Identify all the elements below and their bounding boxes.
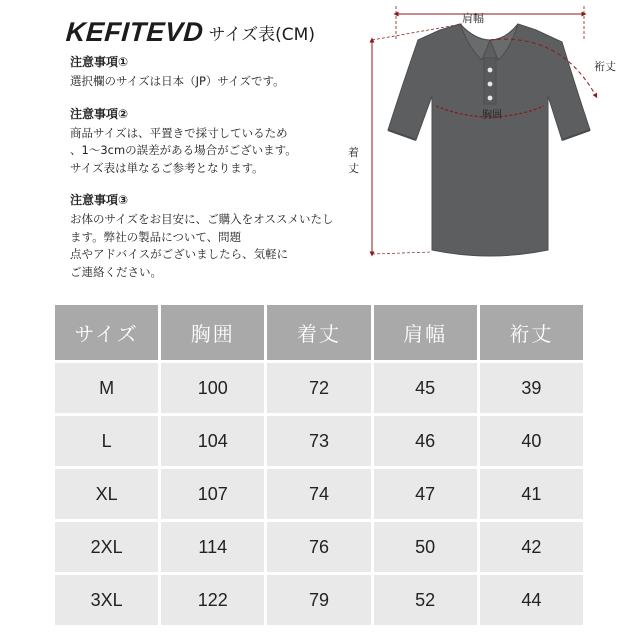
table-cell: 46 <box>374 416 477 466</box>
note-2-body: 商品サイズは、平置きで採寸しているため 、1～3cmの誤差がある場合がございます。 サイズ表は単なるご参考となります。 <box>70 125 297 175</box>
table-row <box>55 522 583 572</box>
note-1-body: 選択欄のサイズは日本（JP）サイズです。 <box>70 74 285 88</box>
header-shoulder: 肩幅 <box>374 305 477 360</box>
table-cell: 39 <box>480 363 583 413</box>
table-cell: XL <box>55 469 158 519</box>
brand-logo: KEFITEVD <box>64 16 205 47</box>
table-cell: 72 <box>267 363 370 413</box>
table-cell: 52 <box>374 575 477 625</box>
table-cell: 74 <box>267 469 370 519</box>
note-1-title: 注意事項① <box>70 55 129 69</box>
note-3-title: 注意事項③ <box>70 193 129 207</box>
note-2-title: 注意事項② <box>70 106 129 121</box>
header-sleeve: 裄丈 <box>480 305 583 360</box>
table-cell: 45 <box>374 363 477 413</box>
table-row <box>55 363 583 413</box>
table-cell: 104 <box>161 416 264 466</box>
sleeve-length-label: 裄丈 <box>594 60 616 73</box>
table-cell: 76 <box>267 522 370 572</box>
table-cell: 73 <box>267 416 370 466</box>
table-cell: 41 <box>480 469 583 519</box>
header-size: サイズ <box>55 305 158 360</box>
shoulder-width-label: 肩幅 <box>462 12 484 25</box>
chest-label: 胸囲 <box>482 110 502 121</box>
table-cell: 42 <box>480 522 583 572</box>
shirt-measurement-diagram <box>340 0 640 290</box>
table-row <box>55 575 583 625</box>
size-table <box>52 302 586 628</box>
body-length-label: 着 丈 <box>348 146 359 175</box>
size-chart-subtitle: サイズ表(CM) <box>208 24 315 45</box>
header-chest: 胸囲 <box>161 305 264 360</box>
table-cell: 122 <box>161 575 264 625</box>
table-cell: L <box>55 416 158 466</box>
note-3-body: お体のサイズをお目安に、ご購入をオススメいたします。弊社の製品について、問題 点やアドバイスがございましたら、気軽に ご連絡ください。 <box>70 212 334 279</box>
table-cell: 40 <box>480 416 583 466</box>
notes-section <box>70 54 340 296</box>
table-cell: M <box>55 363 158 413</box>
table-cell: 44 <box>480 575 583 625</box>
table-cell: 50 <box>374 522 477 572</box>
table-cell: 3XL <box>55 575 158 625</box>
header-length: 着丈 <box>267 305 370 360</box>
note-2 <box>70 106 340 178</box>
table-cell: 107 <box>161 469 264 519</box>
note-1 <box>70 54 340 91</box>
table-row <box>55 469 583 519</box>
table-cell: 47 <box>374 469 477 519</box>
note-3 <box>70 192 340 281</box>
table-cell: 100 <box>161 363 264 413</box>
table-cell: 79 <box>267 575 370 625</box>
table-cell: 2XL <box>55 522 158 572</box>
size-table-header-row <box>55 305 583 360</box>
table-row <box>55 416 583 466</box>
chart-title <box>66 14 315 50</box>
table-cell: 114 <box>161 522 264 572</box>
